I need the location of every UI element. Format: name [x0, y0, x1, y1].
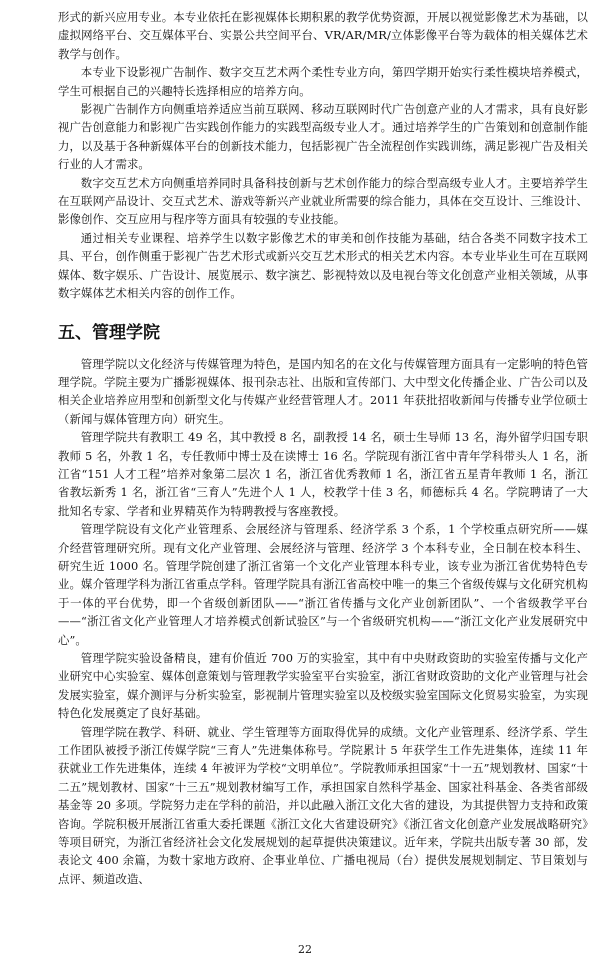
paragraph: 本专业下设影视广告制作、数字交互艺术两个柔性专业方向，第四学期开始实行柔性模块培养模式，学生可根据自己的兴趣特长选择相应的培养方向。 — [58, 65, 588, 98]
paragraph: 通过相关专业课程、培养学生以数字影像艺术的审美和创作技能为基础，结合各类不同数字技术工具、平台，创作侧重于影视广告艺术形式或新兴交互艺术形式的相关艺术内容。本专业毕业生可在互联网媒体、数字娱乐、广告设计、展览展示、数字演艺、影视特效以及电视台等文化创意产业相关领域，从事数字媒体艺术相关内容的创作工作。 — [58, 230, 588, 301]
section-intro — [58, 8, 588, 303]
section-heading: 五、管理学院 — [58, 322, 160, 343]
paragraph: 管理学院实验设备精良，建有价值近 700 万的实验室，其中有中央财政资助的实验室传播与文化产业研究中心实验室、媒体创意策划与管理教学实验室平台实验室，浙江省财政资助的文化产业管理与社会发展实验室，媒介测评与分析实验室，影视制片管理实验室以及校级实验室国际文化贸易实验室，为实现特色化发展奠定了良好基础。 — [58, 651, 588, 721]
paragraph: 数字交互艺术方向侧重培养同时具备科技创新与艺术创作能力的综合型高级专业人才。主要培养学生在互联网产品设计、交互式艺术、游戏等新兴产业就业所需要的综合能力，具体在交互设计、三维设计、影像创作、交互应用与程序等方面具有较强的专业技能。 — [58, 175, 588, 227]
paragraph: 管理学院以文化经济与传媒管理为特色，是国内知名的在文化与传媒管理方面具有一定影响的特色管理学院。学院主要为广播影视媒体、报刊杂志社、出版和宣传部门、大中型文化传播企业、广告公司以及相关企业培养应用型和创新型文化与传媒产业经营管理人才。2011 年获批招收新闻与传播专业学位硕士（新闻与媒体管理方向）研究生。 — [58, 356, 588, 426]
paragraph: 形式的新兴应用专业。本专业依托在影视媒体长期积累的教学优势资源，开展以视觉影像艺术为基础，以虚拟网络平台、交互媒体平台、实景公共空间平台、VR/AR/MR/立体影像平台等为载体的相关媒体艺术教学与创作。 — [58, 10, 588, 61]
section-management-school — [58, 355, 588, 889]
paragraph: 管理学院设有文化产业管理系、会展经济与管理系、经济学系 3 个系，1 个学校重点研究所——媒介经营管理研究所。现有文化产业管理、会展经济与管理、经济学 3 个本科专业，全日制在校本科生、研究生近 1000 名。管理学院创建了浙江省第一个文化产业管理本科专业，该专业为浙江省优势特色专业。媒介管理学科为浙江省重点学科。管理学院具有浙江省高校中唯一的集三个省级传媒与文化研究机构于一体的平台优势，即一个省级创新团队——“浙江省传播与文化产业创新团队”、一个省级教学平台——“浙江省文化产业管理人才培养模式创新试验区”与一个省级研究机构——“浙江文化产业发展研究中心”。 — [58, 522, 588, 647]
page-number: 22 — [298, 943, 312, 956]
paragraph: 影视广告制作方向侧重培养适应当前互联网、移动互联网时代广告创意产业的人才需求，具有良好影视广告创意能力和影视广告实践创作能力的实践型高级专业人才。通过培养学生的广告策划和创意制作能力，以及基于各种新媒体平台的创新技术能力，包括影视广告全流程创作实践训练，满足影视广告及相关行业的人才需求。 — [58, 102, 588, 172]
document-page — [58, 8, 588, 888]
paragraph: 管理学院共有教职工 49 名，其中教授 8 名，副教授 14 名，硕士生导师 13 名，海外留学归国专职教师 5 名，外教 1 名，专任教师中博士及在读博士 16 名。学院现有浙江省中青年学科带头人 1 名，浙江省“151 人才工程”培养对象第二层次 1 名，浙江省优秀教师 1 名，浙江省五星青年教师 1 名，浙江省教坛新秀 1 名，浙江省“三育人”先进个人 1 人，校教学十佳 3 名，师德标兵 4 名。学院聘请了一大批知名专家、学者和业界精英作为特聘教授与客座教授。 — [58, 430, 588, 518]
paragraph: 管理学院在教学、科研、就业、学生管理等方面取得优异的成绩。文化产业管理系、经济学系、学生工作团队被授予浙江传媒学院“三育人”先进集体称号。学院累计 5 年获学生工作先进集体，连续 11 年获就业工作先进集体，连续 4 年被评为学校“文明单位”。学院教师承担国家“十一五”规划教材、国家“十二五”规划教材、国家“十三五”规划教材编写工作，承担国家自然科学基金、国家社科基金、各类省部级基金等 20 多项。学院努力走在学科的前沿，并以此融入浙江文化大省的建设，为其提供智力支持和政策咨询。学院积极开展浙江省重大委托课题《浙江文化大省建设研究》《浙江省文化创意产业发展战略研究》等项目研究，为浙江省经济社会文化发展规划的起草提供决策建议。近年来，学院共出版专著 30 部，发表论文 400 余篇，为数十家地方政府、企事业单位、广播电视局（台）提供发展规划制定、节目策划与点评、频道改造、 — [58, 724, 588, 886]
